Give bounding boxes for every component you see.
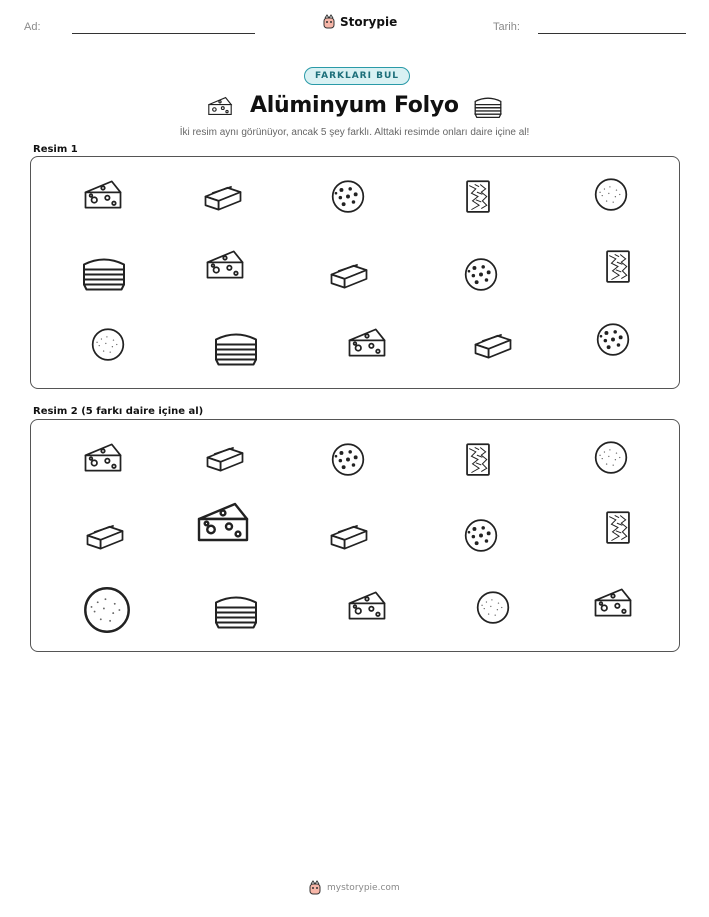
- picture2-butter-icon[interactable]: [203, 440, 247, 479]
- picture1-sandwich-icon: [79, 252, 129, 296]
- picture1-foil-icon: [596, 249, 640, 288]
- worksheet-type-badge: FARKLARI BUL: [304, 67, 410, 85]
- picture2-cookie-plain-icon[interactable]: [589, 440, 633, 479]
- name-line[interactable]: [72, 33, 255, 34]
- panel1-label: Resim 1: [33, 144, 78, 155]
- picture2-butter-icon[interactable]: [327, 518, 371, 557]
- brand-name: Storypie: [340, 15, 398, 29]
- picture2-foil-icon[interactable]: [596, 510, 640, 549]
- picture1-sandwich-icon: [211, 327, 261, 371]
- name-label: Ad:: [24, 21, 41, 33]
- picture-2-panel[interactable]: [30, 419, 680, 652]
- picture2-cookie-plain-icon[interactable]: [76, 585, 138, 639]
- picture1-cookie-icon: [591, 322, 635, 361]
- picture2-cheese-icon[interactable]: [81, 440, 125, 479]
- picture1-cookie-icon: [326, 179, 370, 218]
- picture2-butter-icon[interactable]: [83, 518, 127, 557]
- picture1-butter-icon: [471, 327, 515, 366]
- date-line[interactable]: [538, 33, 686, 34]
- picture2-cheese-icon[interactable]: [193, 498, 253, 550]
- picture1-butter-icon: [327, 257, 371, 296]
- picture1-cookie-plain-icon: [589, 177, 633, 216]
- sandwich-title-icon: [472, 93, 504, 125]
- storypie-mascot-icon: [322, 14, 336, 30]
- picture1-foil-icon: [456, 179, 500, 218]
- brand-logo: [322, 14, 397, 30]
- storypie-mascot-icon: [308, 880, 322, 896]
- picture1-cheese-icon: [203, 247, 247, 286]
- picture1-cookie-icon: [459, 257, 503, 296]
- picture2-cookie-icon[interactable]: [459, 518, 503, 557]
- picture1-cheese-icon: [81, 177, 125, 216]
- instructions: İki resim aynı görünüyor, ancak 5 şey farklı. Alttaki resimde onları daire içine al!: [179, 127, 530, 138]
- page-title: Alüminyum Folyo: [250, 93, 459, 118]
- date-label: Tarih:: [493, 21, 520, 33]
- cheese-title-icon: [206, 94, 234, 122]
- picture1-cheese-icon: [345, 325, 389, 364]
- panel2-label: Resim 2 (5 farkı daire içine al): [33, 406, 204, 417]
- picture2-cookie-icon[interactable]: [326, 442, 370, 481]
- picture-1-panel: [30, 156, 680, 389]
- picture2-foil-icon[interactable]: [456, 442, 500, 481]
- picture2-cheese-icon[interactable]: [345, 588, 389, 627]
- picture2-sandwich-icon[interactable]: [211, 590, 261, 634]
- picture2-cookie-plain-icon[interactable]: [471, 590, 515, 629]
- footer: [308, 880, 400, 896]
- picture1-cookie-plain-icon: [86, 327, 130, 366]
- picture1-butter-icon: [201, 179, 245, 218]
- footer-url: mystorypie.com: [327, 883, 400, 893]
- picture2-cheese-icon[interactable]: [591, 585, 635, 624]
